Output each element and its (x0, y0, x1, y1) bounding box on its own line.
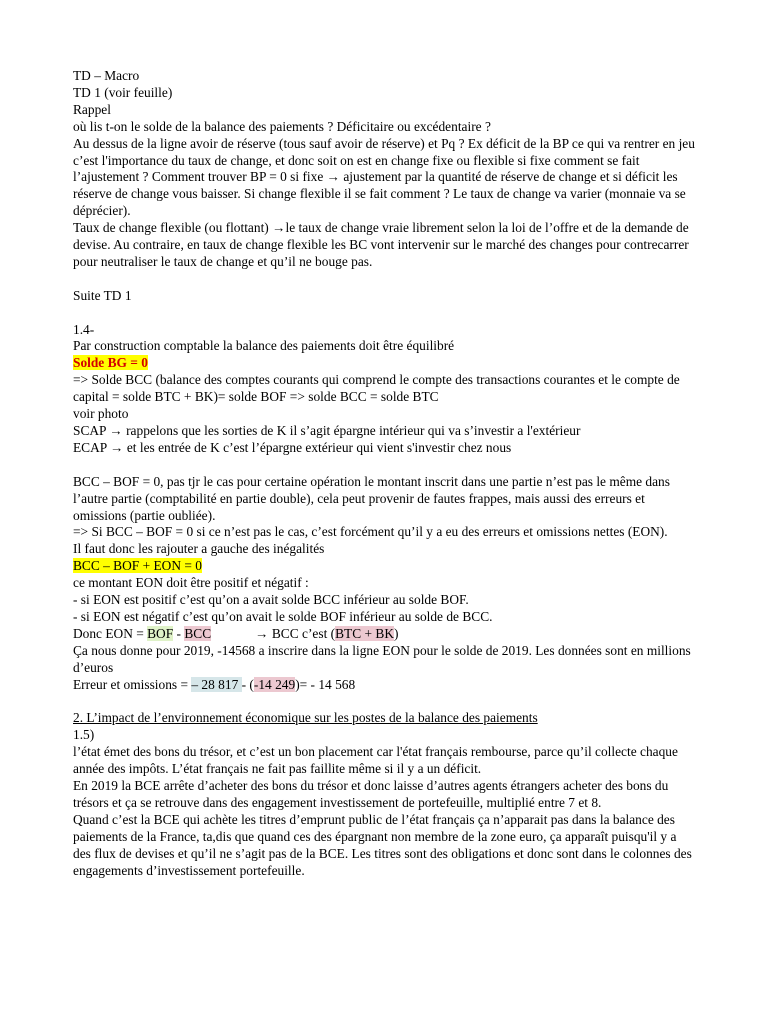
blank-line (73, 457, 697, 474)
paragraph: - si EON est négatif c’est qu’on avait le solde BOF inférieur au solde de BCC. (73, 608, 493, 624)
value-bof: – 28 817 (191, 676, 242, 692)
question-number: 1.4- (73, 321, 95, 337)
equation-line: Erreur et omissions = – 28 817 - (-14 249)= - 14 568 (73, 676, 356, 692)
paragraph: où lis t-on le solde de la balance des paiements ? Déficitaire ou excédentaire ? (73, 118, 491, 134)
blank-line (73, 305, 697, 322)
arrow-icon: → (272, 220, 286, 236)
paragraph: Il faut donc les rajouter a gauche des inégalités (73, 541, 325, 557)
paragraph: ce montant EON doit être positif et négatif : (73, 575, 309, 591)
bcc-term: BCC (184, 625, 212, 641)
paragraph: En 2019 la BCE arrête d’acheter des bons du trésor et donc laisse d’autres agents étrangers acheter des bons du trésors et ça se retrouve dans des engagement investissement de portefeuille, multiplié entre 7 et 8. (73, 778, 669, 810)
paragraph: Taux de change flexible (ou flottant) →le taux de change vraie librement selon la loi de l’offre et de la demande de devise. Au contraire, en taux de change flexible les BC vont intervenir sur le marché des changes pour contrecarrer pour neutraliser le taux de change et qu’il ne bouge pas. (73, 220, 689, 269)
doc-title: TD – Macro (73, 68, 140, 83)
arrow-icon: → (109, 423, 123, 438)
paragraph: ECAP → et les entrée de K c’est l’épargne extérieur qui vient s'investir chez nous (73, 439, 512, 455)
doc-subtitle: TD 1 (voir feuille) (73, 84, 173, 100)
paragraph: SCAP → rappelons que les sorties de K il s’agit épargne intérieur qui va s’investir a l'extérieur (73, 423, 581, 438)
question-number: 1.5) (73, 727, 95, 743)
value-bcc: -14 249 (253, 676, 296, 692)
paragraph: Par construction comptable la balance des paiements doit être équilibré (73, 338, 455, 354)
equation-line: Donc EON = BOF - BCC → BCC c’est (BTC + BK) (73, 625, 399, 641)
arrow-icon: → (110, 439, 124, 455)
paragraph: Ça nous donne pour 2019, -14568 a inscrire dans la ligne EON pour le solde de 2019. Les données sont en millions d’euros (73, 642, 691, 675)
blank-line (73, 693, 697, 710)
btc-bk-term: BTC + BK (335, 625, 395, 641)
section-heading-2: 2. L’impact de l’environnement économique sur les postes de la balance des paiements (73, 710, 538, 726)
paragraph: voir photo (73, 406, 129, 422)
arrow-icon: → (326, 169, 341, 185)
highlighted-formula: BCC – BOF + EON = 0 (73, 558, 202, 574)
document-body (73, 68, 697, 879)
paragraph: => Solde BCC (balance des comptes courants qui comprend le compte des transactions courantes et le compte de capital = solde BTC + BK)= solde BOF => solde BCC = solde BTC (73, 372, 680, 405)
paragraph: l’état émet des bons du trésor, et c’est un bon placement car l'état français rembourse, parce qu’il collecte chaque année des impôts. L’état français ne fait pas faillite même si il y a un déficit. (73, 744, 678, 777)
paragraph: Quand c’est la BCE qui achète les titres d’emprunt public de l’état français ça n’apparait pas dans la balance des paiements de la France, ta,dis que quand ces des épargnant non membre de la zone euro, ça apparaît puisqu'il y a des flux de devises et qu’il ne s’agit pas de la BCE. Les titres sont des obligations et donc sont dans le colonnes des engagements d’investissement portefeuille. (73, 811, 692, 878)
bof-term: BOF (147, 625, 174, 641)
section-heading-rappel: Rappel (73, 101, 111, 117)
paragraph: BCC – BOF = 0, pas tjr le cas pour certaine opération le montant inscrit dans une partie n’est pas le même dans l’autre partie (comptabilité en partie double), cela peut provenir de fautes frappes, mais aussi des erreurs et omissions (partie oubliée). (73, 473, 670, 523)
paragraph: => Si BCC – BOF = 0 si ce n’est pas le cas, c’est forcément qu’il y a eu des erreurs et omissions nettes (EON). (73, 524, 668, 540)
arrow-icon: → (255, 625, 269, 641)
blank-line (73, 271, 697, 288)
paragraph: Au dessus de la ligne avoir de réserve (tous sauf avoir de réserve) et Pq ? Ex déficit de la BP ce qui va rentrer en jeu c’est l'importance du taux de change, et donc soit on est en change fixe ou flexible si fixe comment se fait l’ajustement ? Comment trouver BP = 0 si fixe → ajustement par la quantité de réserve de change et si déficit les réserve de change vous baisser. Si change flexible il se fait comment ? Le taux de change va varier (monnaie va se déprécier). (73, 135, 695, 219)
highlighted-formula: Solde BG = 0 (73, 355, 148, 371)
paragraph: - si EON est positif c’est qu’on a avait solde BCC inférieur au solde BOF. (73, 592, 469, 608)
section-heading-suite: Suite TD 1 (73, 287, 132, 303)
